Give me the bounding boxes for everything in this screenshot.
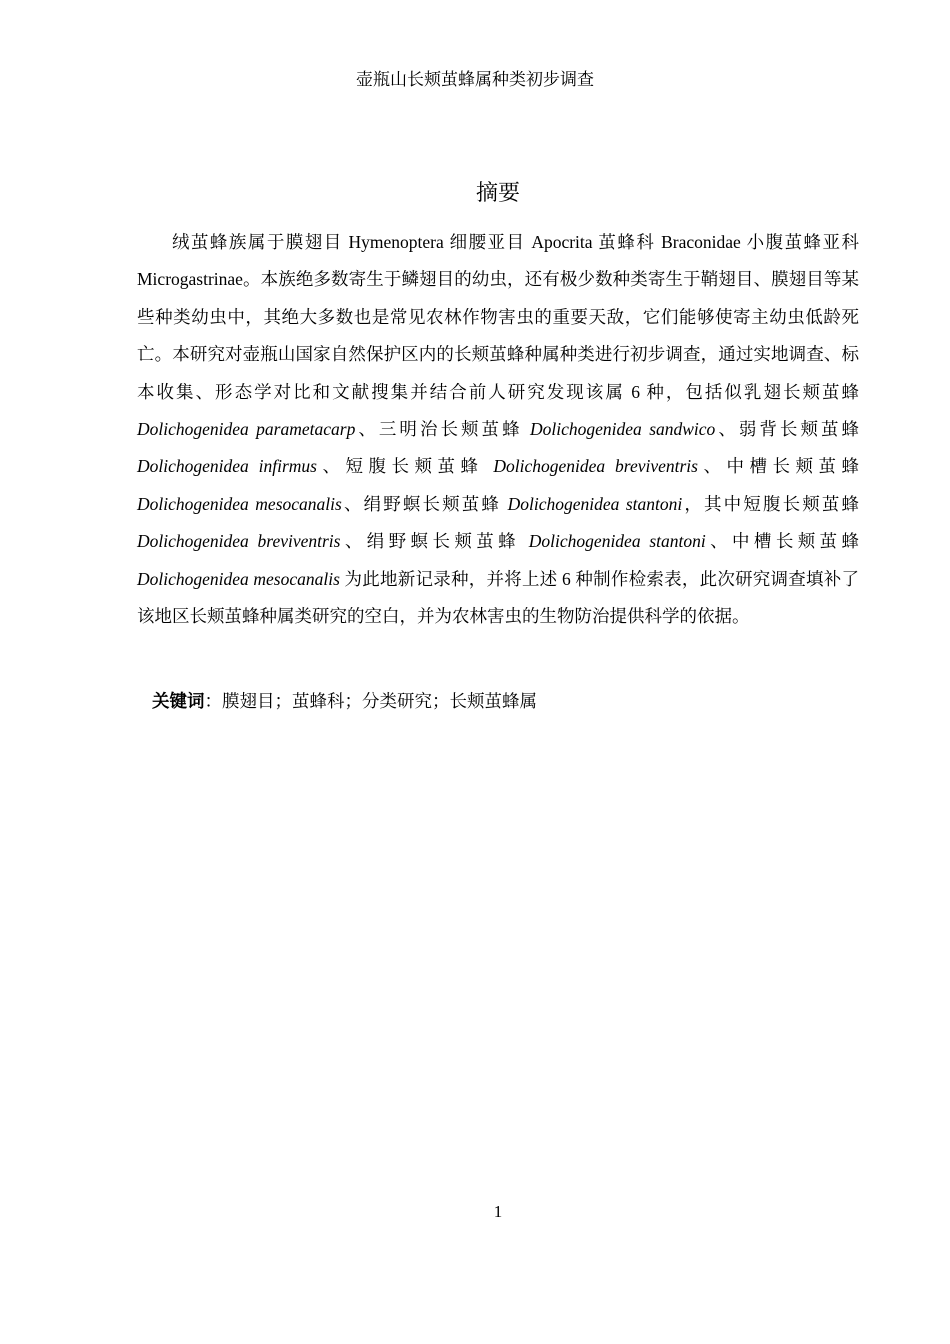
- species-name: Dolichogenidea breviventris: [493, 456, 698, 477]
- species-name: Dolichogenidea breviventris: [137, 531, 341, 552]
- abstract-text-segment: 、弱背长颊茧蜂: [715, 419, 860, 440]
- abstract-text-segment: 、中槽长颊茧蜂: [697, 456, 859, 477]
- species-name: Dolichogenidea sandwico: [530, 419, 716, 440]
- abstract-text-segment: 为此地新记录种，并将上述 6 种制作检索表，此次研究调查填补了该地区长颊茧蜂种属类研究的空白，并为农林害虫的生物防治提供科学的依据。: [137, 568, 860, 627]
- abstract-text-segment: 、中槽长颊茧蜂: [705, 531, 860, 552]
- abstract-text-segment: 、三明治长颊茧蜂: [355, 419, 531, 440]
- species-name: Dolichogenidea parametacarp: [137, 419, 356, 440]
- species-name: Dolichogenidea mesocanalis: [137, 568, 340, 589]
- abstract-text-segment: ，其中短腹长颊茧蜂: [682, 493, 860, 514]
- keywords-text: 膜翅目；茧蜂科；分类研究；长颊茧蜂属: [222, 691, 537, 711]
- abstract-body: [137, 224, 859, 635]
- species-name: Dolichogenidea mesocanalis: [137, 493, 342, 514]
- abstract-text-segment: 、短腹长颊茧蜂: [317, 456, 494, 477]
- abstract-heading: 摘要: [475, 180, 520, 205]
- abstract-text-segment: 、绢野螟长颊茧蜂: [340, 531, 529, 552]
- species-name: Dolichogenidea stantoni: [507, 493, 683, 514]
- species-name: Dolichogenidea stantoni: [528, 531, 706, 552]
- page-number: 1: [493, 1202, 503, 1221]
- abstract-text-segment: 、绢野螟长颊茧蜂: [341, 493, 508, 514]
- abstract-text-segment: 绒茧蜂族属于膜翅目 Hymenoptera 细腰亚目 Apocrita 茧蜂科 Braconidae 小腹茧蜂亚科 Microgastrinae。本族绝多数寄生于鳞翅目的幼虫，还有极少数种类寄生于鞘翅目、膜翅目等某些种类幼虫中，其绝大多数也是常见农林作物害虫的重要天敌，它们能够使寄主幼虫低龄死亡。本研究对壶瓶山国家自然保护区内的长颊茧蜂种属种类进行初步调查，通过实地调查、标本收集、形态学对比和文献搜集并结合前人研究发现该属 6 种，包括似乳翅长颊茧蜂: [137, 232, 859, 402]
- species-name: Dolichogenidea infirmus: [137, 456, 317, 477]
- keywords-label: 关键词: [152, 691, 205, 711]
- abstract-paragraph: [137, 224, 859, 635]
- keywords-line: [152, 684, 852, 718]
- running-header: 壶瓶山长颊茧蜂属种类初步调查: [356, 70, 594, 89]
- keywords-separator: ：: [204, 691, 222, 711]
